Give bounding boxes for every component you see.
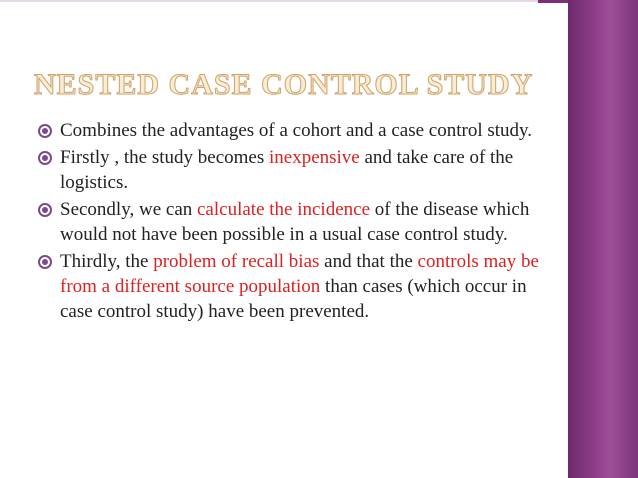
top-divider: [0, 0, 568, 2]
bullet-item: [38, 249, 558, 324]
highlighted-text: calculate the incidence: [197, 199, 371, 220]
slide-title: NESTED CASE CONTROL STUDY: [34, 68, 534, 101]
bullet-text: Thirdly, the: [60, 251, 154, 272]
highlighted-text: inexpensive: [268, 147, 360, 168]
circle-bullet-icon: [38, 151, 52, 165]
bullet-text: and take care of the logistics.: [60, 147, 514, 193]
decorative-sidebar: [568, 0, 638, 478]
bullet-text: and that the: [319, 251, 418, 272]
highlighted-text: controls may be from a different source population: [60, 251, 539, 297]
accent-bar: [538, 0, 568, 3]
circle-bullet-icon: [38, 255, 52, 269]
bullet-text: Combines the advantages of a cohort and a case control study.: [60, 120, 533, 141]
bullet-item: [38, 145, 558, 195]
bullet-list: [38, 118, 558, 326]
circle-bullet-icon: [38, 124, 52, 138]
bullet-text: than cases (which occur in case control study) have been prevented.: [60, 276, 527, 322]
circle-bullet-icon: [38, 203, 52, 217]
bullet-text: Secondly, we can: [60, 199, 197, 220]
bullet-item: [38, 197, 558, 247]
bullet-item: [38, 118, 558, 143]
bullet-text: Firstly , the study becomes: [60, 147, 269, 168]
bullet-text: of the disease which would not have been possible in a usual case control study.: [60, 199, 530, 245]
highlighted-text: problem of recall bias: [153, 251, 320, 272]
